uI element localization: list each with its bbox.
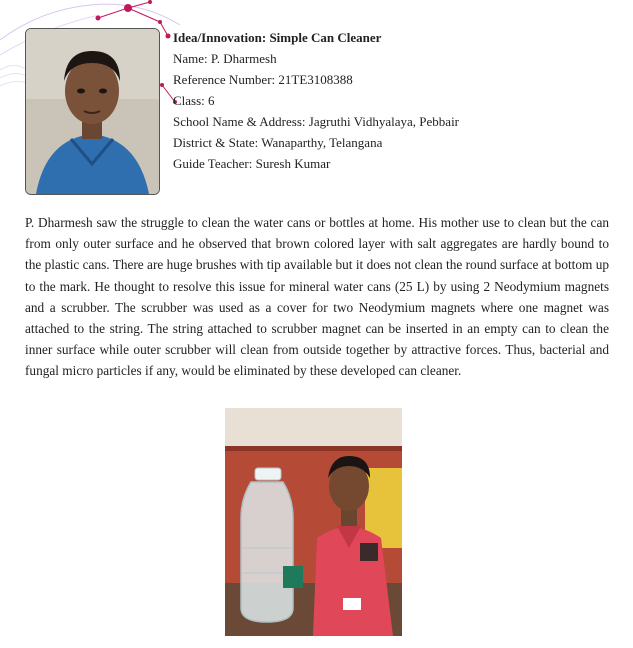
student-with-water-can-photo bbox=[225, 408, 402, 636]
guide-teacher: Guide Teacher: Suresh Kumar bbox=[173, 156, 331, 171]
idea-description: P. Dharmesh saw the struggle to clean the water cans or bottles at home. His mother use to clean but the can from only outer surface and he observed that brown colored layer with salt aggregates are hardly bound to the plastic cans. There are huge brushes with tip available but it does not clean the round surface at bottom up to the mark. He thought to resolve this issue for mineral water cans (25 L) by using 2 Neodymium magnets and a scrubber. The scrubber was used as a cover for two Neodymium magnets where one magnet was attached to the string. The string attached to scrubber magnet can be inserted in an empty can to clean the inner surface while outer scrubber will clean from outside together by attractive forces. Thus, bacterial and fungal micro particles if any, would be eliminated by these developed can cleaner. bbox=[25, 215, 609, 379]
district-state: District & State: Wanaparthy, Telangana bbox=[173, 135, 383, 150]
project-photo-image bbox=[225, 408, 402, 636]
reference-number: Reference Number: 21TE3108388 bbox=[173, 72, 353, 87]
student-portrait-image bbox=[26, 29, 159, 194]
student-name: Name: P. Dharmesh bbox=[173, 51, 277, 66]
student-info bbox=[173, 27, 459, 174]
student-class: Class: 6 bbox=[173, 93, 215, 108]
student-portrait bbox=[25, 28, 160, 195]
school-address: School Name & Address: Jagruthi Vidhyalaya, Pebbair bbox=[173, 114, 460, 129]
idea-title: Idea/Innovation: Simple Can Cleaner bbox=[173, 30, 382, 45]
